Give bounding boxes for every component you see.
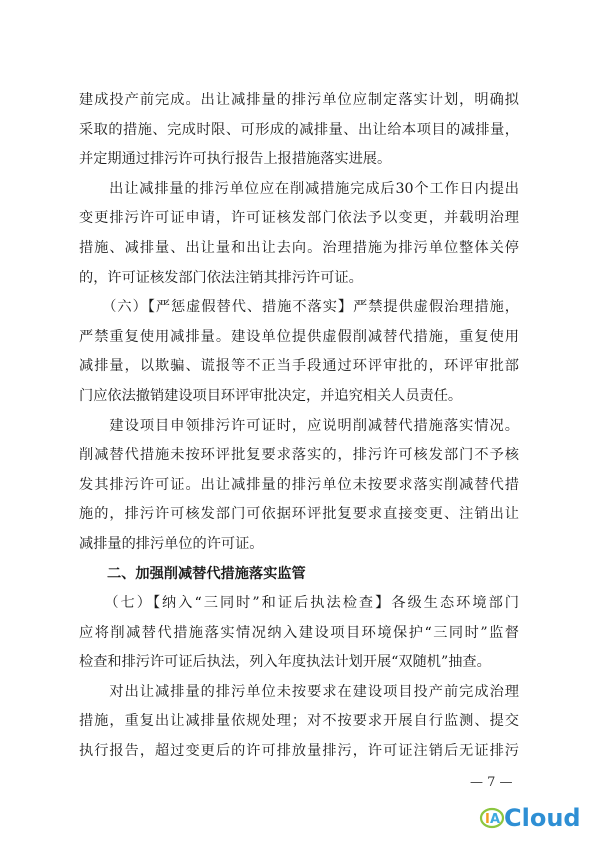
text-line: 门应依法撤销建设项目环评审批决定，并追究相关人员责任。 (79, 387, 463, 404)
text-line: 执行报告，超过变更后的许可排放量排污，许可证注销后无证排污 (79, 743, 519, 760)
text-line: 措施，重复出让减排量依规处理；对不按要求开展自行监测、提交 (79, 713, 519, 730)
text-line: 施的，排污许可核发部门可依据环评批复要求直接变更、注销出让 (79, 506, 519, 523)
text-line: （六）【严惩虚假替代、措施不落实】严禁提供虚假治理措施， (79, 299, 519, 316)
svg-text:A: A (490, 812, 501, 827)
paragraph (79, 412, 519, 560)
iacloud-logo (478, 788, 593, 836)
svg-text:I: I (485, 812, 490, 827)
paragraph (79, 589, 519, 678)
text-line: 措施、减排量、出让量和出让去向。治理措施为排污单位整体关停 (79, 239, 519, 256)
text-line: 对出让减排量的排污单位未按要求在建设项目投产前完成治理 (79, 683, 519, 700)
text-line: 减排量，以欺骗、谎报等不正当手段通过环评审批的，环评审批部 (79, 358, 519, 375)
text-line: 建设项目申领排污许可证时，应说明削减替代措施落实情况。 (79, 417, 519, 434)
paragraph (79, 293, 519, 411)
text-line: （七）【纳入“三同时”和证后执法检查】各级生态环境部门 (79, 595, 519, 612)
text-line: 采取的措施、完成时限、可形成的减排量、出让给本项目的减排量， (79, 121, 519, 138)
text-line: 发其排污许可证。出让减排量的排污单位未按要求落实削减替代措 (79, 476, 519, 493)
paragraph (79, 678, 519, 767)
text-line: 并定期通过排污许可执行报告上报措施落实进展。 (79, 151, 392, 168)
paragraph (79, 175, 519, 293)
text-line: 减排量的排污单位的许可证。 (79, 535, 264, 552)
text-line: 严禁重复使用减排量。建设单位提供虚假削减替代措施，重复使用 (79, 328, 519, 345)
page-number: — 7 — (470, 775, 513, 790)
text-line: 的，许可证核发部门依法注销其排污许可证。 (79, 269, 363, 286)
text-line: 检查和排污许可证后执法，列入年度执法计划开展“双随机”抽查。 (79, 654, 491, 671)
text-line: 建成投产前完成。出让减排量的排污单位应制定落实计划，明确拟 (79, 92, 519, 108)
text-line: 应将削减替代措施落实情况纳入建设项目环境保护“三同时”监督 (79, 624, 519, 641)
paragraph (79, 86, 519, 175)
text-line: 变更排污许可证申请，许可证核发部门依法予以变更，并载明治理 (79, 210, 519, 227)
svg-text:Cloud: Cloud (504, 804, 581, 832)
text-line: 削减替代措施未按环评批复要求落实的，排污许可核发部门不予核 (79, 447, 519, 464)
section-heading: 二、加强削减替代措施落实监管 (107, 565, 306, 582)
document-body (79, 86, 519, 767)
text-line: 出让减排量的排污单位应在削减措施完成后30个工作日内提出 (79, 180, 519, 197)
